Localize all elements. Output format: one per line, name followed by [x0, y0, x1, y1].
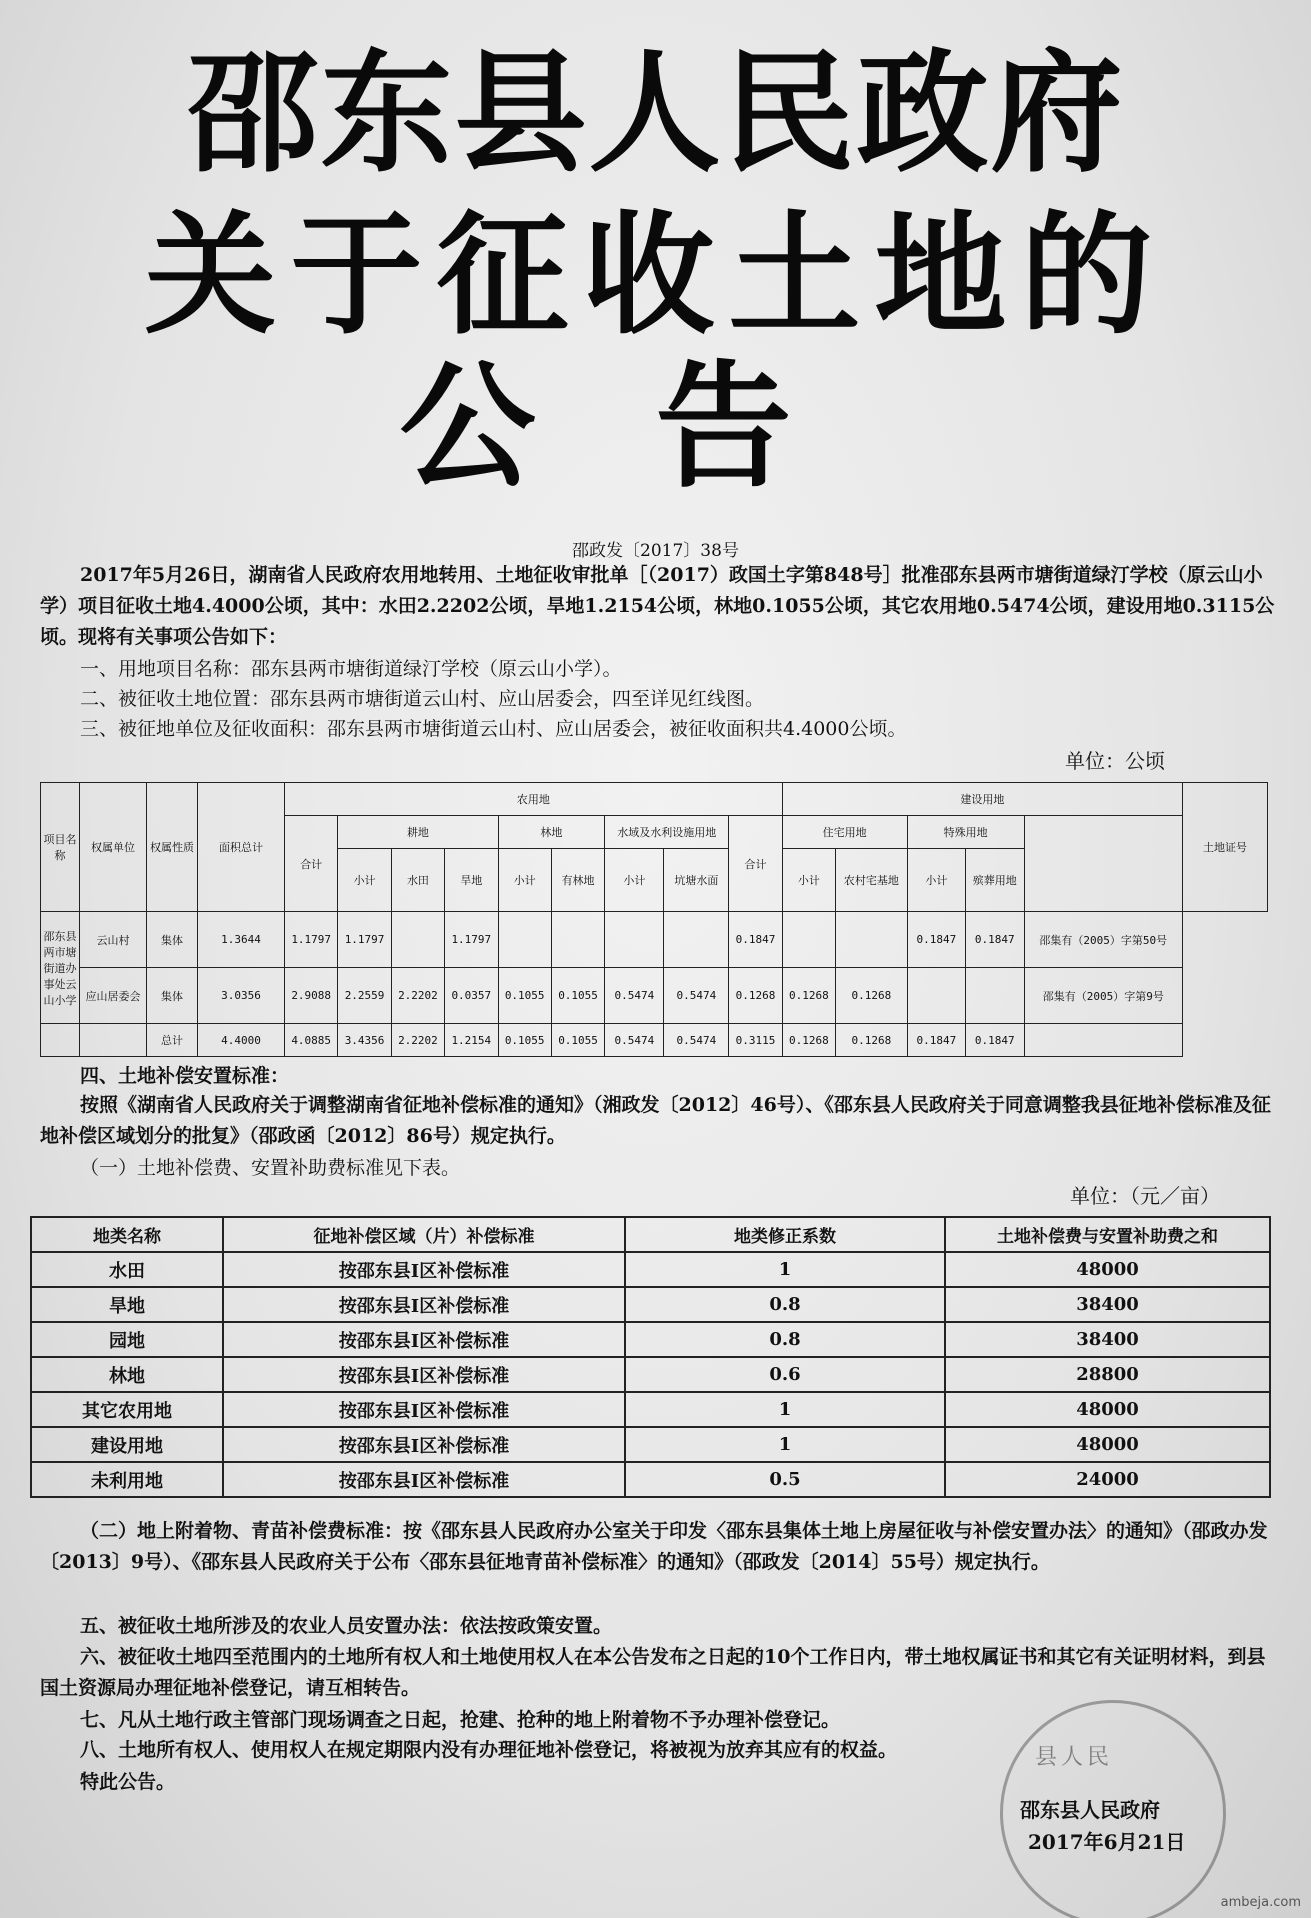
- table-cell: 38400: [945, 1287, 1270, 1322]
- table-cell: 0.5474: [664, 968, 729, 1024]
- table-cell: 集体: [147, 968, 198, 1024]
- table-cell: 水田: [31, 1252, 223, 1287]
- sub2-paragraph: （二）地上附着物、青苗补偿费标准：按《邵东县人民政府办公室关于印发〈邵东县集体土地上房屋征收与补偿安置办法〉的通知》（邵政办发〔2013〕9号）、《邵东县人民政府关于公布〈邵东县征地青苗补偿标准〉的通知》（邵政发〔2014〕55号）规定执行。: [40, 1520, 1268, 1573]
- table-cell: [664, 912, 729, 968]
- project-name-cell: 邵东县两市塘街道办事处云山小学: [41, 912, 80, 1024]
- table-row: [31, 1392, 1270, 1427]
- table-row: [31, 1322, 1270, 1357]
- col-header-paddy: 水田: [391, 849, 444, 912]
- col-header-agri: 农用地: [285, 783, 783, 816]
- table-cell: 旱地: [31, 1287, 223, 1322]
- table-cell: 0.1055: [498, 1024, 551, 1057]
- table-cell: 其它农用地: [31, 1392, 223, 1427]
- unit-label-yuan: 单位：（元／亩）: [1070, 1184, 1220, 1208]
- table-cell-total-label: 总计: [147, 1024, 198, 1057]
- col-header: 地类名称: [31, 1217, 223, 1252]
- table-cell: 4.4000: [198, 1024, 285, 1057]
- col-header-dry: 旱地: [445, 849, 498, 912]
- land-area-table: [40, 782, 1268, 1057]
- table-cell: 0.1847: [907, 1024, 965, 1057]
- compensation-table: [30, 1216, 1271, 1498]
- table-cell: 0.5474: [605, 968, 664, 1024]
- table-cell: 0.1847: [966, 1024, 1024, 1057]
- table-cell: 0.1055: [551, 968, 604, 1024]
- table-cell: 集体: [147, 912, 198, 968]
- closing-text: 特此公告。: [80, 1771, 176, 1793]
- section4-sub1: （一）土地补偿费、安置补助费标准见下表。: [80, 1157, 461, 1179]
- col-header-arable: 耕地: [338, 816, 498, 849]
- table-cell: 1.1797: [338, 912, 391, 968]
- table-cell: 0.5474: [664, 1024, 729, 1057]
- table-cell: 按邵东县Ⅰ区补偿标准: [223, 1462, 625, 1497]
- table-cell: 1.1797: [445, 912, 498, 968]
- table-cell: 1.3644: [198, 912, 285, 968]
- table-cell: 1: [625, 1252, 945, 1287]
- table-cell: 48000: [945, 1427, 1270, 1462]
- table-cell: 建设用地: [31, 1427, 223, 1462]
- table-cell: [605, 912, 664, 968]
- table-cell: 3.0356: [198, 968, 285, 1024]
- table-cell: 0.1847: [729, 912, 782, 968]
- col-header-forest-sub: 小计: [498, 849, 551, 912]
- table-cell: 48000: [945, 1392, 1270, 1427]
- col-header-project: 项目名称: [41, 783, 80, 912]
- table-cell: [551, 912, 604, 968]
- col-header-pond: 坑塘水面: [664, 849, 729, 912]
- col-header: 征地补偿区域（片）补偿标准: [223, 1217, 625, 1252]
- table-cell: 2.9088: [285, 968, 338, 1024]
- table-cell: 0.1268: [836, 1024, 908, 1057]
- col-header-nature: 权属性质: [147, 783, 198, 912]
- item-1: 一、用地项目名称：邵东县两市塘街道绿汀学校（原云山小学）。: [80, 658, 622, 680]
- col-header-forest: 林地: [498, 816, 605, 849]
- table-cell: [498, 912, 551, 968]
- intro-paragraph: 2017年5月26日，湖南省人民政府农用地转用、土地征收审批单［（2017）政国土字第848号］批准邵东县两市塘街道绿汀学校（原云山小学）项目征收土地4.4000公顷，其中：水田2.2202公顷，旱地1.2154公顷，林地0.1055公顷，其它农用地0.5474公顷，建设用地0.3115公顷。现将有关事项公告如下：: [40, 564, 1275, 648]
- table-cell: 0.1268: [836, 968, 908, 1024]
- table-cell: 0.1268: [729, 968, 782, 1024]
- table-cell: 0.1268: [782, 1024, 835, 1057]
- col-header-build: 建设用地: [782, 783, 1182, 816]
- table-cell: 3.4356: [338, 1024, 391, 1057]
- table-row: [31, 1252, 1270, 1287]
- table-row: [31, 1427, 1270, 1462]
- table-cell: 按邵东县Ⅰ区补偿标准: [223, 1287, 625, 1322]
- col-header-arable-sub: 小计: [338, 849, 391, 912]
- col-header-total: 面积总计: [198, 783, 285, 912]
- table-cell: 1: [625, 1392, 945, 1427]
- col-header-res: 住宅用地: [782, 816, 907, 849]
- table-cell: 0.5: [625, 1462, 945, 1497]
- table-cell: [907, 968, 965, 1024]
- table-cell: 林地: [31, 1357, 223, 1392]
- section4-heading: 四、土地补偿安置标准：: [80, 1065, 290, 1087]
- signing-date: 2017年6月21日: [1028, 1830, 1186, 1854]
- table-cell: [782, 912, 835, 968]
- table-cell: 邵集有（2005）字第9号: [1024, 968, 1182, 1024]
- table-cell: 0.8: [625, 1322, 945, 1357]
- signer: 邵东县人民政府: [1020, 1798, 1160, 1822]
- table-cell: [1024, 1024, 1182, 1057]
- table-cell: [836, 912, 908, 968]
- table-row: [31, 1462, 1270, 1497]
- table-cell: 1.1797: [285, 912, 338, 968]
- col-header-wooded: 有林地: [551, 849, 604, 912]
- table-cell: 28800: [945, 1357, 1270, 1392]
- col-header-water: 水域及水利设施用地: [605, 816, 729, 849]
- table-cell: 0.6: [625, 1357, 945, 1392]
- table-cell: 48000: [945, 1252, 1270, 1287]
- table-cell: 未利用地: [31, 1462, 223, 1497]
- watermark: ambeja.com: [1220, 1895, 1301, 1910]
- table-cell: 0.1847: [907, 912, 965, 968]
- table-cell: 38400: [945, 1322, 1270, 1357]
- table-cell: 2.2202: [391, 968, 444, 1024]
- table-cell: 0.5474: [605, 1024, 664, 1057]
- table-cell: [41, 1024, 80, 1057]
- col-header-special: 特殊用地: [907, 816, 1024, 849]
- table-cell: 按邵东县Ⅰ区补偿标准: [223, 1427, 625, 1462]
- col-header-water-sub: 小计: [605, 849, 664, 912]
- seal-text: 县人民: [1035, 1745, 1114, 1770]
- table-cell: 2.2202: [391, 1024, 444, 1057]
- col-header: 地类修正系数: [625, 1217, 945, 1252]
- item-5: 五、被征收土地所涉及的农业人员安置办法：依法按政策安置。: [80, 1615, 613, 1637]
- table-cell: 按邵东县Ⅰ区补偿标准: [223, 1357, 625, 1392]
- table-cell: [80, 1024, 147, 1057]
- table-cell: 按邵东县Ⅰ区补偿标准: [223, 1322, 625, 1357]
- table-cell: 0.1268: [782, 968, 835, 1024]
- item-2: 二、被征收土地位置：邵东县两市塘街道云山村、应山居委会，四至详见红线图。: [80, 688, 765, 710]
- table-cell: 0.1847: [966, 912, 1024, 968]
- title-line-2: 关于征收土地的: [144, 199, 1167, 353]
- item-3: 三、被征地单位及征收面积：邵东县两市塘街道云山村、应山居委会，被征收面积共4.4000公顷。: [80, 718, 907, 740]
- item-6: 六、被征收土地四至范围内的土地所有权人和土地使用权人在本公告发布之日起的10个工作日内，带土地权属证书和其它有关证明材料，到县国土资源局办理征地补偿登记，请互相转告。: [40, 1646, 1266, 1699]
- item-8: 八、土地所有权人、使用权人在规定期限内没有办理征地补偿登记，将被视为放弃其应有的权益。: [80, 1739, 898, 1761]
- col-header-build-sum: 合计: [729, 816, 782, 912]
- col-header: 土地补偿费与安置补助费之和: [945, 1217, 1270, 1252]
- table-cell: 0.0357: [445, 968, 498, 1024]
- col-header-homestead: 农村宅基地: [836, 849, 908, 912]
- table-cell: 按邵东县Ⅰ区补偿标准: [223, 1252, 625, 1287]
- col-header-owner: 权属单位: [80, 783, 147, 912]
- title-line-1: 邵东县人民政府: [186, 37, 1125, 191]
- title-line-3: 公告: [399, 349, 912, 507]
- table-cell: 2.2559: [338, 968, 391, 1024]
- table-cell: 园地: [31, 1322, 223, 1357]
- table-cell: 4.0885: [285, 1024, 338, 1057]
- table-cell: [966, 968, 1024, 1024]
- table-cell: 0.1055: [498, 968, 551, 1024]
- unit-label-hectare: 单位：公顷: [1065, 749, 1165, 773]
- table-row: [31, 1357, 1270, 1392]
- col-header-burial: 殡葬用地: [966, 849, 1024, 912]
- table-cell: 云山村: [80, 912, 147, 968]
- table-cell: [391, 912, 444, 968]
- table-cell: 1.2154: [445, 1024, 498, 1057]
- item-7: 七、凡从土地行政主管部门现场调查之日起，抢建、抢种的地上附着物不予办理补偿登记。: [80, 1709, 841, 1731]
- table-cell: 0.1055: [551, 1024, 604, 1057]
- col-header-special-sub: 小计: [907, 849, 965, 912]
- table-cell: 应山居委会: [80, 968, 147, 1024]
- document-number: 邵政发〔2017〕38号: [572, 541, 739, 561]
- col-header-agri-sum: 合计: [285, 816, 338, 912]
- col-header-cert: 土地证号: [1183, 783, 1268, 912]
- section4-text: 按照《湖南省人民政府关于调整湖南省征地补偿标准的通知》（湘政发〔2012〕46号）、《邵东县人民政府关于同意调整我县征地补偿标准及征地补偿区域划分的批复》（邵政函〔2012〕86号）规定执行。: [40, 1094, 1271, 1147]
- table-row: [31, 1287, 1270, 1322]
- table-cell: 24000: [945, 1462, 1270, 1497]
- table-cell: 按邵东县Ⅰ区补偿标准: [223, 1392, 625, 1427]
- table-cell: 0.8: [625, 1287, 945, 1322]
- col-header-res-sub: 小计: [782, 849, 835, 912]
- table-cell: 邵集有（2005）字第50号: [1024, 912, 1182, 968]
- table-cell: 1: [625, 1427, 945, 1462]
- table-cell: 0.3115: [729, 1024, 782, 1057]
